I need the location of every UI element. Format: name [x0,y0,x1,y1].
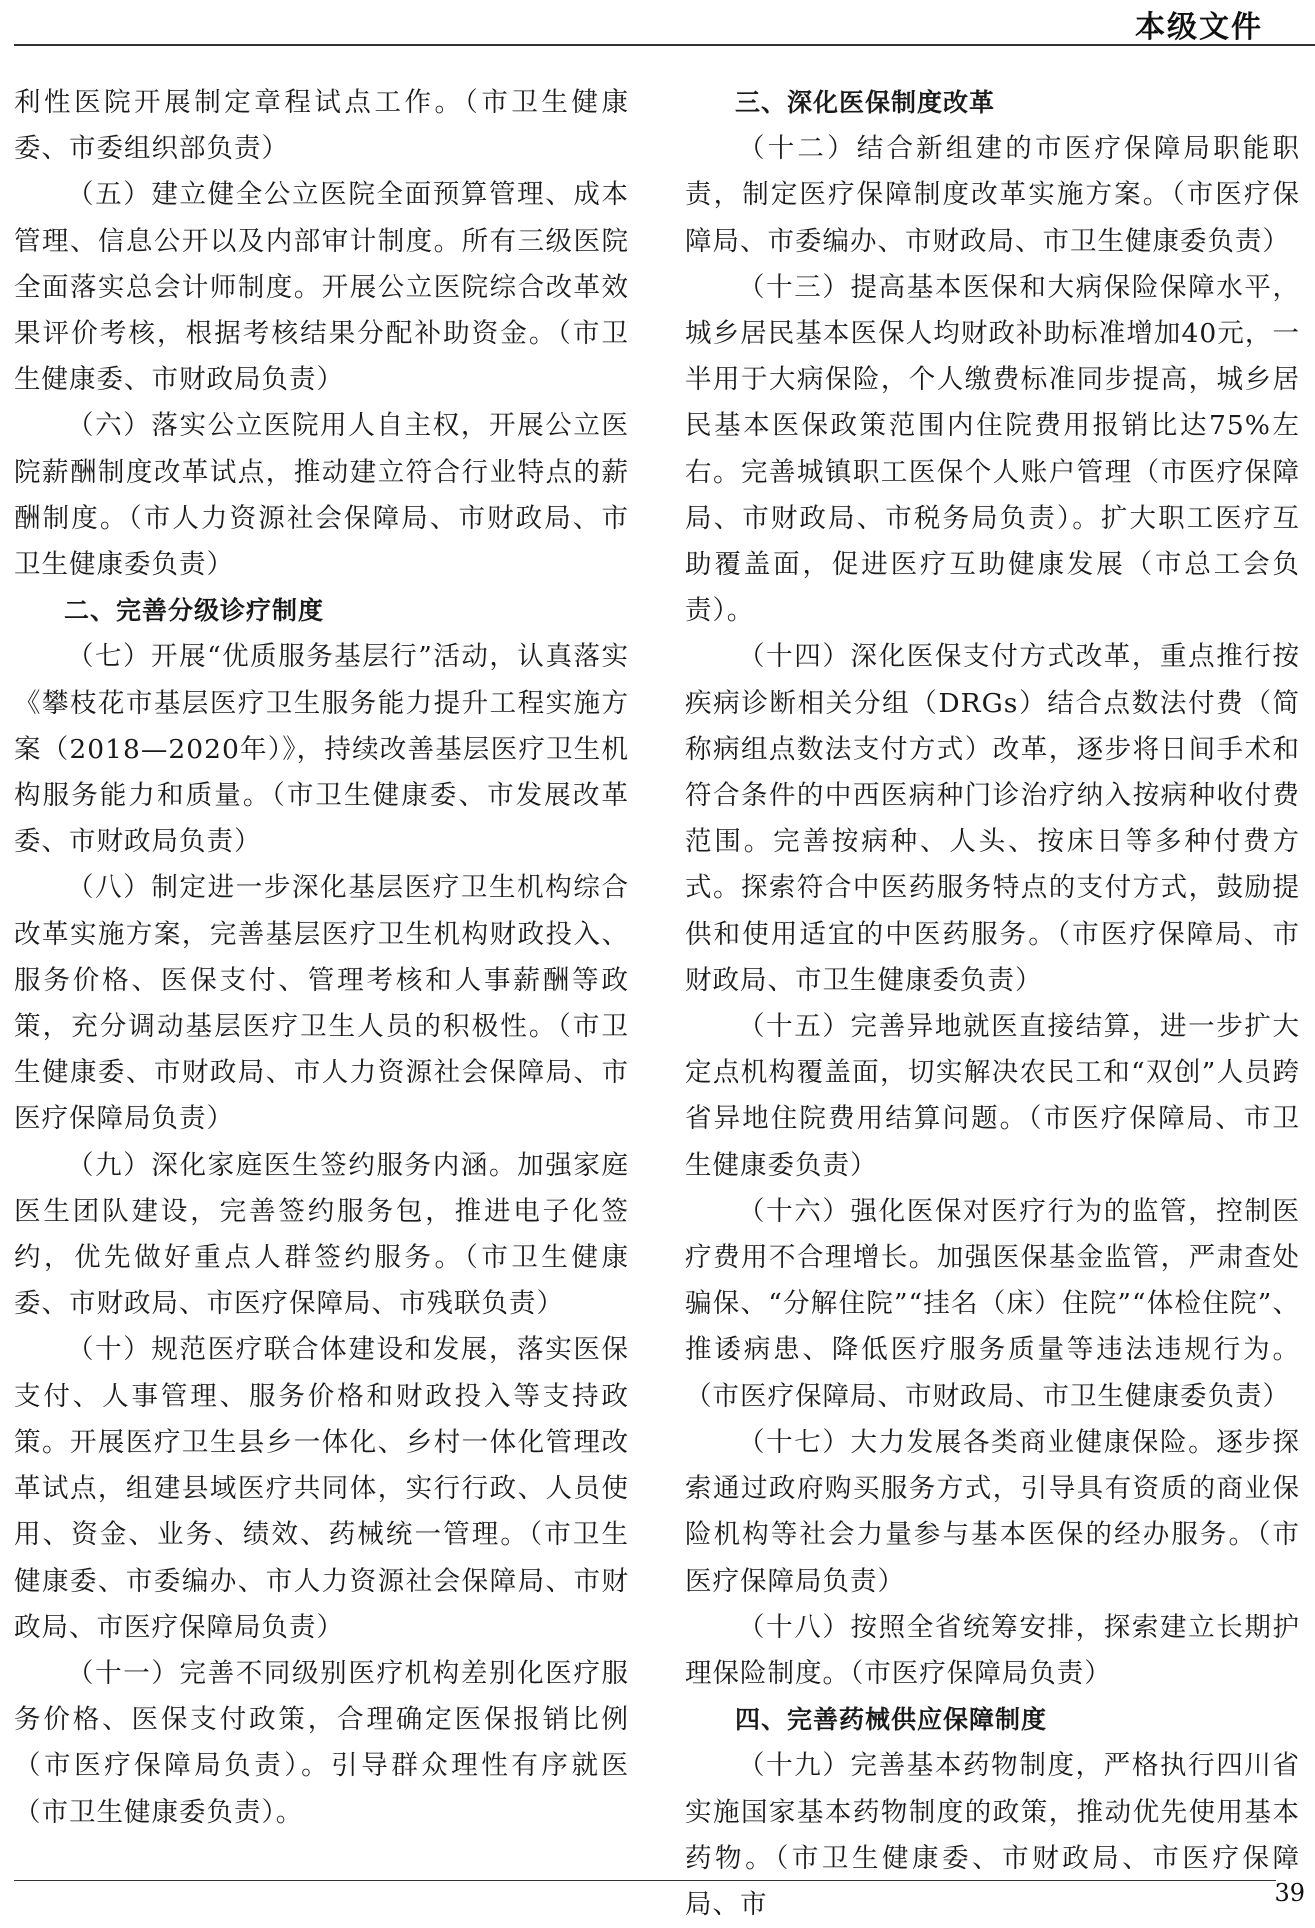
paragraph: （九）深化家庭医生签约服务内涵。加强家庭医生团队建设，完善签约服务包，推进电子化签约，优先做好重点人群签约服务。（市卫生健康委、市财政局、市医疗保障局、市残联负责） [14,1149,629,1320]
page-number: 39 [1274,1879,1305,1907]
paragraph: （七）开展“优质服务基层行”活动，认真落实《攀枝花市基层医疗卫生服务能力提升工程实施方案（2018—2020年）》，持续改善基层医疗卫生机构服务能力和质量。（市卫生健康委、市发展改革委、市财政局负责） [14,641,629,858]
paragraph: （十九）完善基本药物制度，严格执行四川省实施国家基本药物制度的政策，推动优先使用基本药物。（市卫生健康委、市财政局、市医疗保障局、市 [685,1750,1300,1920]
paragraph: （十八）按照全省统筹安排，探索建立长期护理保险制度。（市医疗保障局负责） [685,1611,1300,1689]
paragraph: （十三）提高基本医保和大病保险保障水平，城乡居民基本医保人均财政补助标准增加40元，一半用于大病保险，个人缴费标准同步提高，城乡居民基本医保政策范围内住院费用报销比达75%左右。完善城镇职工医保个人账户管理（市医疗保障局、市财政局、市税务局负责）。扩大职工医疗互助覆盖面，促进医疗互助健康发展（市总工会负责）。 [685,271,1300,627]
paragraph: （十一）完善不同级别医疗机构差别化医疗服务价格、医保支付政策，合理确定医保报销比例（市医疗保障局负责）。引导群众理性有序就医（市卫生健康委负责）。 [14,1657,629,1828]
section-title: 本级文件 [1135,10,1263,45]
section-heading: 三、深化医保制度改革 [735,88,996,117]
paragraph: （十六）强化医保对医疗行为的监管，控制医疗费用不合理增长。加强医保基金监管，严肃查处骗保、“分解住院”“挂名（床）住院”“体检住院”、推诿病患、降低医疗服务质量等违法违规行为。（市医疗保障局、市财政局、市卫生健康委负责） [685,1195,1300,1412]
paragraph: （六）落实公立医院用人自主权，开展公立医院薪酬制度改革试点，推动建立符合行业特点的薪酬制度。（市人力资源社会保障局、市财政局、市卫生健康委负责） [14,410,629,581]
footer-divider [14,1880,1276,1881]
paragraph: （十）规范医疗联合体建设和发展，落实医保支付、人事管理、服务价格和财政投入等支持政策。开展医疗卫生县乡一体化、乡村一体化管理改革试点，组建县域医疗共同体，实行行政、人员使用、资金、业务、绩效、药械统一管理。（市卫生健康委、市委编办、市人力资源社会保障局、市财政局、市医疗保障局负责） [14,1334,629,1643]
paragraph: （十五）完善异地就医直接结算，进一步扩大定点机构覆盖面，切实解决农民工和“双创”人员跨省异地住院费用结算问题。（市医疗保障局、市卫生健康委负责） [685,1011,1300,1181]
left-column [14,80,629,1836]
paragraph: （十七）大力发展各类商业健康保险。逐步探索通过政府购买服务方式，引导具有资质的商业保险机构等社会力量参与基本医保的经办服务。（市医疗保障局负责） [685,1426,1300,1597]
section-heading: 二、完善分级诊疗制度 [64,596,325,626]
right-column [685,80,1300,1928]
paragraph: （八）制定进一步深化基层医疗卫生机构综合改革实施方案，完善基层医疗卫生机构财政投入、服务价格、医保支付、管理考核和人事薪酬等政策，充分调动基层医疗卫生人员的积极性。（市卫生健康委、市财政局、市人力资源社会保障局、市医疗保障局负责） [14,872,629,1135]
paragraph: 利性医院开展制定章程试点工作。（市卫生健康委、市委组织部负责） [14,87,629,165]
section-heading: 四、完善药械供应保障制度 [735,1705,1048,1735]
header-divider [14,44,1315,46]
paragraph: （十二）结合新组建的市医疗保障局职能职责，制定医疗保障制度改革实施方案。（市医疗保障局、市委编办、市财政局、市卫生健康委负责） [685,133,1300,257]
paragraph: （十四）深化医保支付方式改革，重点推行按疾病诊断相关分组（DRGs）结合点数法付费（简称病组点数法支付方式）改革，逐步将日间手术和符合条件的中西医病种门诊治疗纳入按病种收付费范围。完善按病种、人头、按床日等多种付费方式。探索符合中医药服务特点的支付方式，鼓励提供和使用适宜的中医药服务。（市医疗保障局、市财政局、市卫生健康委负责） [685,641,1300,996]
paragraph: （五）建立健全公立医院全面预算管理、成本管理、信息公开以及内部审计制度。所有三级医院全面落实总会计师制度。开展公立医院综合改革效果评价考核，根据考核结果分配补助资金。（市卫生健康委、市财政局负责） [14,179,629,396]
